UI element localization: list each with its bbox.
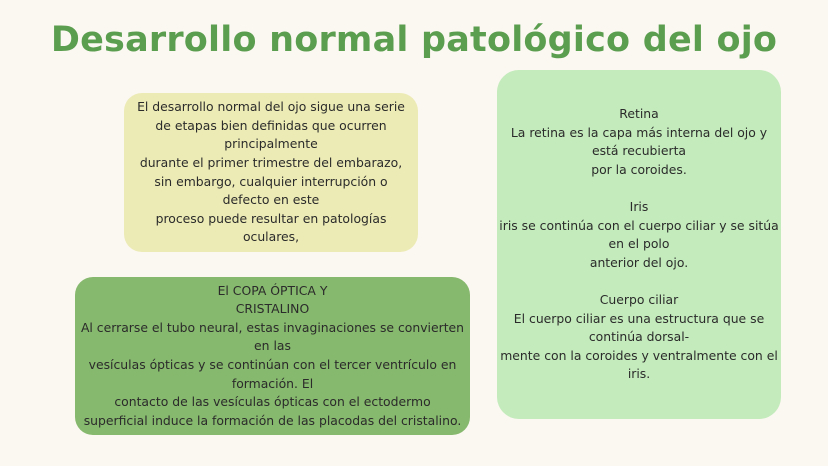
text-line: iris se continúa con el cuerpo ciliar y se sitúa — [499, 217, 779, 233]
text-line: iris. — [627, 366, 651, 382]
text-line: oculares, — [242, 229, 300, 245]
page-title: Desarrollo normal patológico del ojo — [50, 20, 778, 60]
text-line: por la coroides. — [591, 161, 687, 177]
text-line: de etapas bien definidas que ocurren — [155, 117, 387, 133]
text-line: El desarrollo normal del ojo sigue una serie — [137, 99, 405, 115]
text-line: defecto en este — [222, 192, 320, 208]
text-line: El cuerpo ciliar es una estructura que se — [513, 310, 765, 326]
paragraph-gap — [499, 179, 779, 198]
text-line: vesículas ópticas y se continúan con el tercer ventrículo en — [88, 357, 457, 372]
cuerpo-ciliar-heading: Cuerpo ciliar — [599, 291, 679, 307]
copa-optica-text-box — [75, 277, 470, 435]
text-line: principalmente — [224, 136, 318, 152]
iris-heading: Iris — [629, 199, 649, 215]
text-line: anterior del ojo. — [589, 254, 689, 270]
text-line: continúa dorsal- — [588, 329, 690, 345]
text-line: está recubierta — [591, 143, 687, 159]
text-line: proceso puede resultar en patologías — [155, 210, 387, 226]
text-line: mente con la coroides y ventralmente con el — [500, 347, 778, 363]
paragraph-gap — [499, 272, 779, 291]
text-line: superficial induce la formación de las placodas del cristalino. — [83, 412, 462, 428]
text-line: La retina es la capa más interna del ojo y — [510, 124, 768, 140]
text-line: Al cerrarse el tubo neural, estas invaginaciones se convierten — [80, 319, 465, 335]
eye-structures-text-box — [497, 70, 781, 419]
section-heading: El COPA ÓPTICA Y — [217, 282, 328, 298]
text-line: formación. El — [231, 375, 314, 391]
retina-heading: Retina — [619, 106, 659, 122]
text-line: sin embargo, cualquier interrupción o — [154, 173, 388, 189]
text-line: en las — [254, 338, 291, 354]
text-line: en el polo — [608, 236, 670, 252]
intro-text-box — [124, 93, 418, 252]
section-heading: CRISTALINO — [235, 301, 310, 317]
text-line: durante el primer trimestre del embarazo, — [139, 154, 403, 170]
text-line: contacto de las vesículas ópticas con el ectodermo — [114, 394, 431, 410]
